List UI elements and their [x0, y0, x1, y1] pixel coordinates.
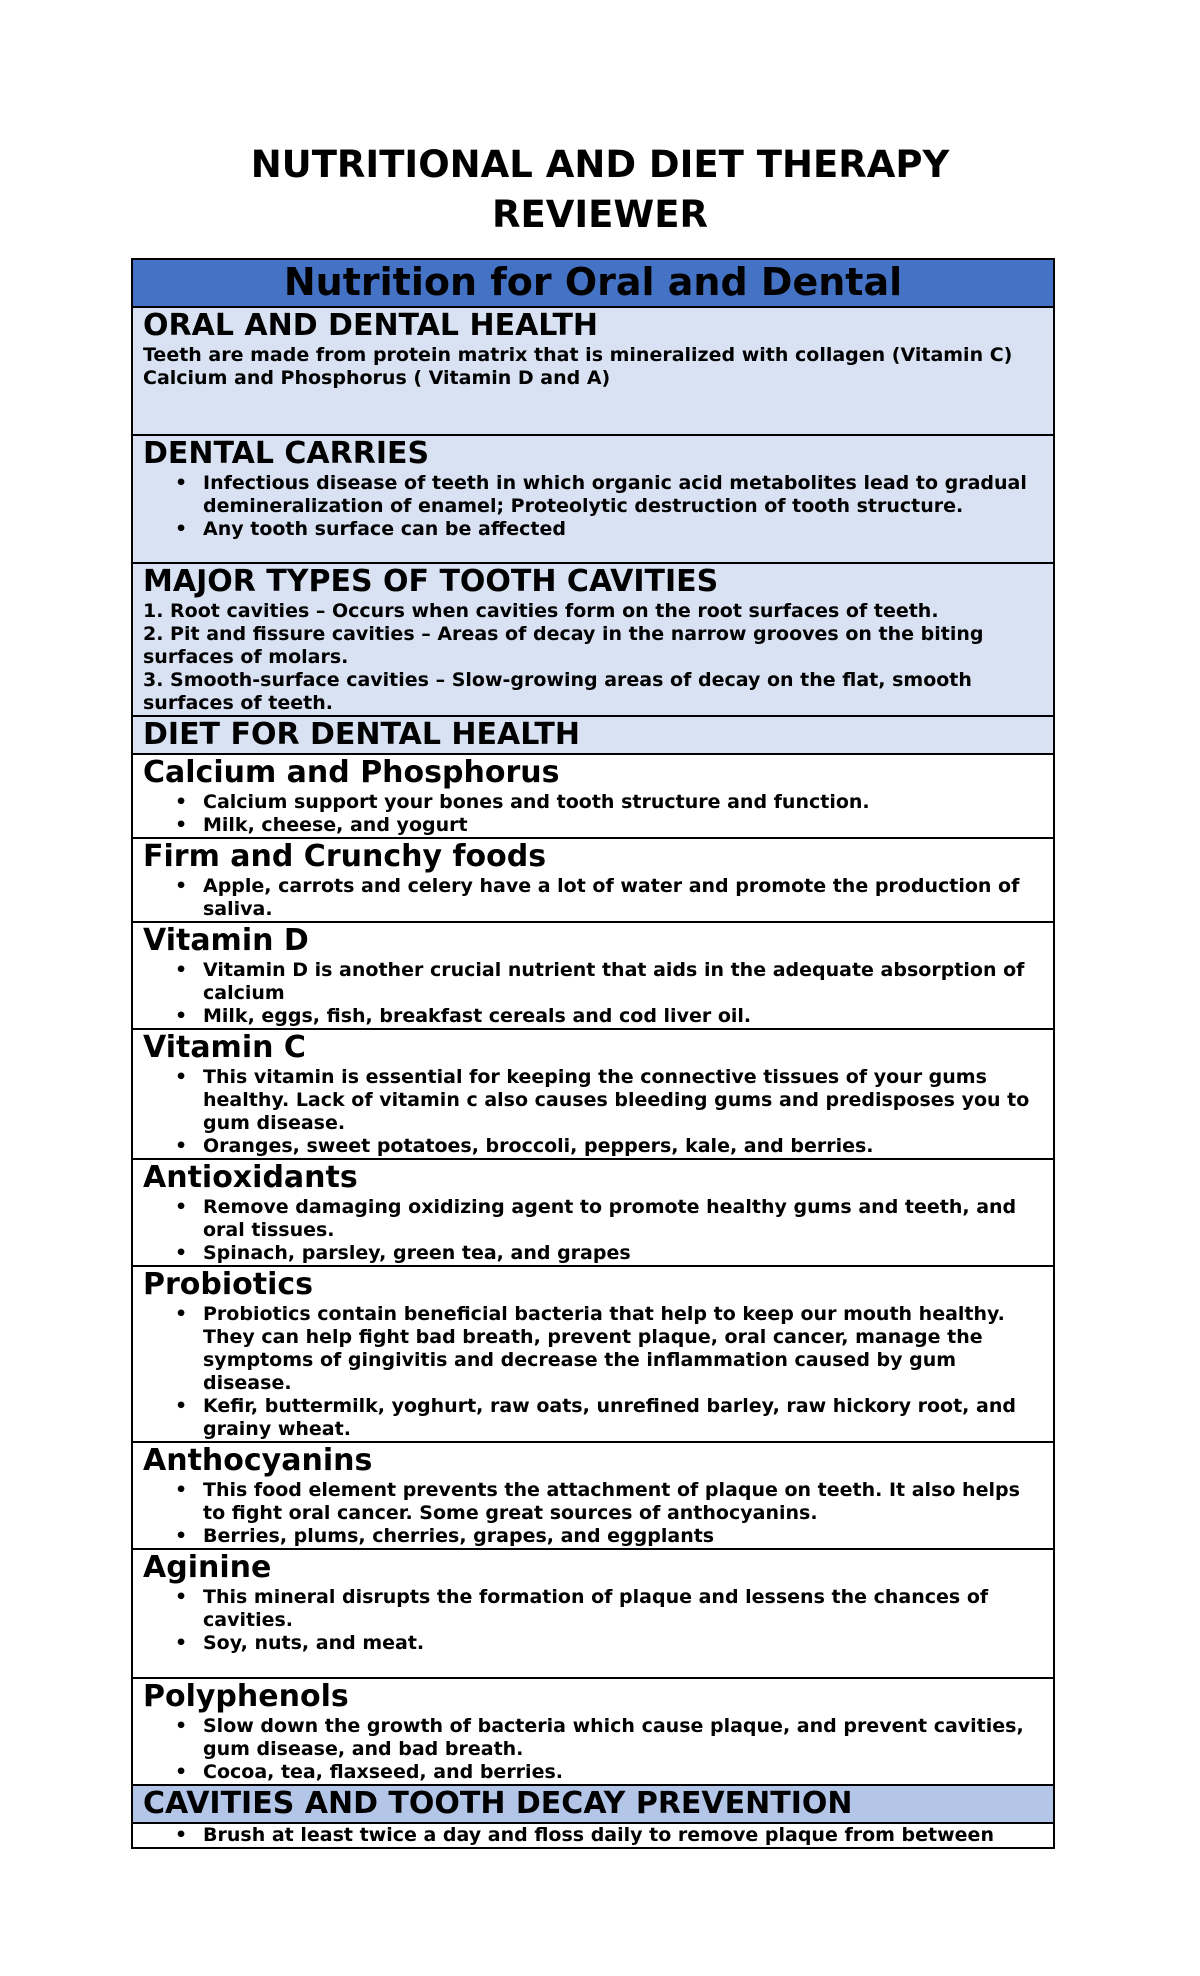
table-row-cavity-types [132, 563, 1054, 716]
section-heading-vitamin-c: Vitamin C [143, 1030, 306, 1065]
bullet-item: • Milk, cheese, and yogurt [143, 814, 1043, 837]
bullet-item: • Milk, eggs, fish, breakfast cereals and cod liver oil. [143, 1005, 1043, 1028]
bullet-list-calcium [143, 791, 1043, 837]
bullet-item: • Infectious disease of teeth in which organic acid metabolites lead to gradual demineralization of enamel; Proteolytic destruction of tooth structure. [143, 472, 1043, 518]
bullet-list-polyphenols [143, 1715, 1043, 1784]
section-heading-probiotics: Probiotics [143, 1267, 314, 1302]
table-row-dental-carries [132, 435, 1054, 563]
table-row-probiotics [132, 1266, 1054, 1442]
bullet-item: • This mineral disrupts the formation of plaque and lessens the chances of cavities. [143, 1586, 1043, 1632]
section-heading-dental-carries: DENTAL CARRIES [143, 436, 430, 471]
table-row-vitamin-c [132, 1029, 1054, 1159]
nutrition-table [131, 258, 1055, 1849]
section-text-oral-health: Teeth are made from protein matrix that is mineralized with collagen (Vitamin C) Calcium and Phosphorus ( Vitamin D and A) [143, 344, 1013, 389]
table-header: Nutrition for Oral and Dental [132, 259, 1054, 307]
table-header-row [132, 259, 1054, 307]
bullet-list-crunchy [143, 875, 1043, 921]
table-row-vitamin-d [132, 922, 1054, 1029]
bullet-list-anthocyanins [143, 1479, 1043, 1548]
table-row-antioxidants [132, 1159, 1054, 1266]
cavity-type-line: 3. Smooth-surface cavities – Slow-growing areas of decay on the flat, smooth surfaces of teeth. [143, 669, 972, 714]
table-row-polyphenols [132, 1678, 1054, 1785]
section-heading-vitamin-d: Vitamin D [143, 923, 309, 958]
section-heading-prevention: CAVITIES AND TOOTH DECAY PREVENTION [143, 1786, 853, 1821]
section-heading-cavity-types: MAJOR TYPES OF TOOTH CAVITIES [143, 564, 719, 599]
bullet-item: • Vitamin D is another crucial nutrient that aids in the adequate absorption of calcium [143, 959, 1043, 1005]
bullet-item: • Apple, carrots and celery have a lot of water and promote the production of saliva. [143, 875, 1043, 921]
bullet-list-vitamin-d [143, 959, 1043, 1028]
document-title-line-1: NUTRITIONAL AND DIET THERAPY [250, 143, 950, 186]
bullet-item: • Kefir, buttermilk, yoghurt, raw oats, unrefined barley, raw hickory root, and grainy wheat. [143, 1395, 1043, 1441]
bullet-item: • Calcium support your bones and tooth structure and function. [143, 791, 1043, 814]
bullet-item: • Remove damaging oxidizing agent to promote healthy gums and teeth, and oral tissues. [143, 1196, 1043, 1242]
bullet-item: • Soy, nuts, and meat. [143, 1632, 1043, 1655]
document-title-line-2: REVIEWER [491, 193, 709, 236]
table-row-anthocyanins [132, 1442, 1054, 1549]
bullet-item: • Brush at least twice a day and floss daily to remove plaque from between [143, 1824, 1043, 1847]
section-heading-oral-health: ORAL AND DENTAL HEALTH [143, 308, 599, 343]
table-row-prevention [132, 1823, 1054, 1848]
bullet-list-dental-carries [143, 472, 1043, 541]
bullet-item: • Probiotics contain beneficial bacteria that help to keep our mouth healthy. They can help fight bad breath, prevent plaque, oral cancer, manage the symptoms of gingivitis and decrease the inflammation caused by gum disease. [143, 1303, 1043, 1395]
bullet-list-probiotics [143, 1303, 1043, 1441]
section-heading-polyphenols: Polyphenols [143, 1679, 349, 1714]
table-row-calcium [132, 754, 1054, 838]
bullet-list-aginine [143, 1586, 1043, 1655]
bullet-list-antioxidants [143, 1196, 1043, 1265]
document-title [0, 140, 1200, 240]
section-heading-aginine: Aginine [143, 1550, 272, 1585]
bullet-item: • This food element prevents the attachment of plaque on teeth. It also helps to fight oral cancer. Some great sources of anthocyanins. [143, 1479, 1043, 1525]
bullet-item: • Slow down the growth of bacteria which cause plaque, and prevent cavities, gum disease, and bad breath. [143, 1715, 1043, 1761]
section-heading-crunchy: Firm and Crunchy foods [143, 839, 547, 874]
cavity-type-line: 2. Pit and fissure cavities – Areas of decay in the narrow grooves on the biting surfaces of molars. [143, 623, 984, 668]
bullet-item: • Spinach, parsley, green tea, and grapes [143, 1242, 1043, 1265]
section-heading-anthocyanins: Anthocyanins [143, 1443, 373, 1478]
section-heading-antioxidants: Antioxidants [143, 1160, 358, 1195]
table-row-diet-heading [132, 716, 1054, 754]
bullet-list-vitamin-c [143, 1066, 1043, 1158]
table-row-prevention-heading [132, 1785, 1054, 1823]
bullet-item: • Any tooth surface can be affected [143, 518, 1043, 541]
table-row-oral-health [132, 307, 1054, 435]
table-row-aginine [132, 1549, 1054, 1678]
table-row-crunchy [132, 838, 1054, 922]
bullet-item: • Oranges, sweet potatoes, broccoli, peppers, kale, and berries. [143, 1135, 1043, 1158]
bullet-item: • Berries, plums, cherries, grapes, and eggplants [143, 1525, 1043, 1548]
cavity-type-line: 1. Root cavities – Occurs when cavities form on the root surfaces of teeth. [143, 600, 939, 622]
section-heading-diet: DIET FOR DENTAL HEALTH [143, 717, 580, 752]
section-heading-calcium: Calcium and Phosphorus [143, 755, 560, 790]
bullet-list-prevention [143, 1824, 1043, 1847]
bullet-item: • Cocoa, tea, flaxseed, and berries. [143, 1761, 1043, 1784]
bullet-item: • This vitamin is essential for keeping the connective tissues of your gums healthy. Lack of vitamin c also causes bleeding gums and predisposes you to gum disease. [143, 1066, 1043, 1135]
